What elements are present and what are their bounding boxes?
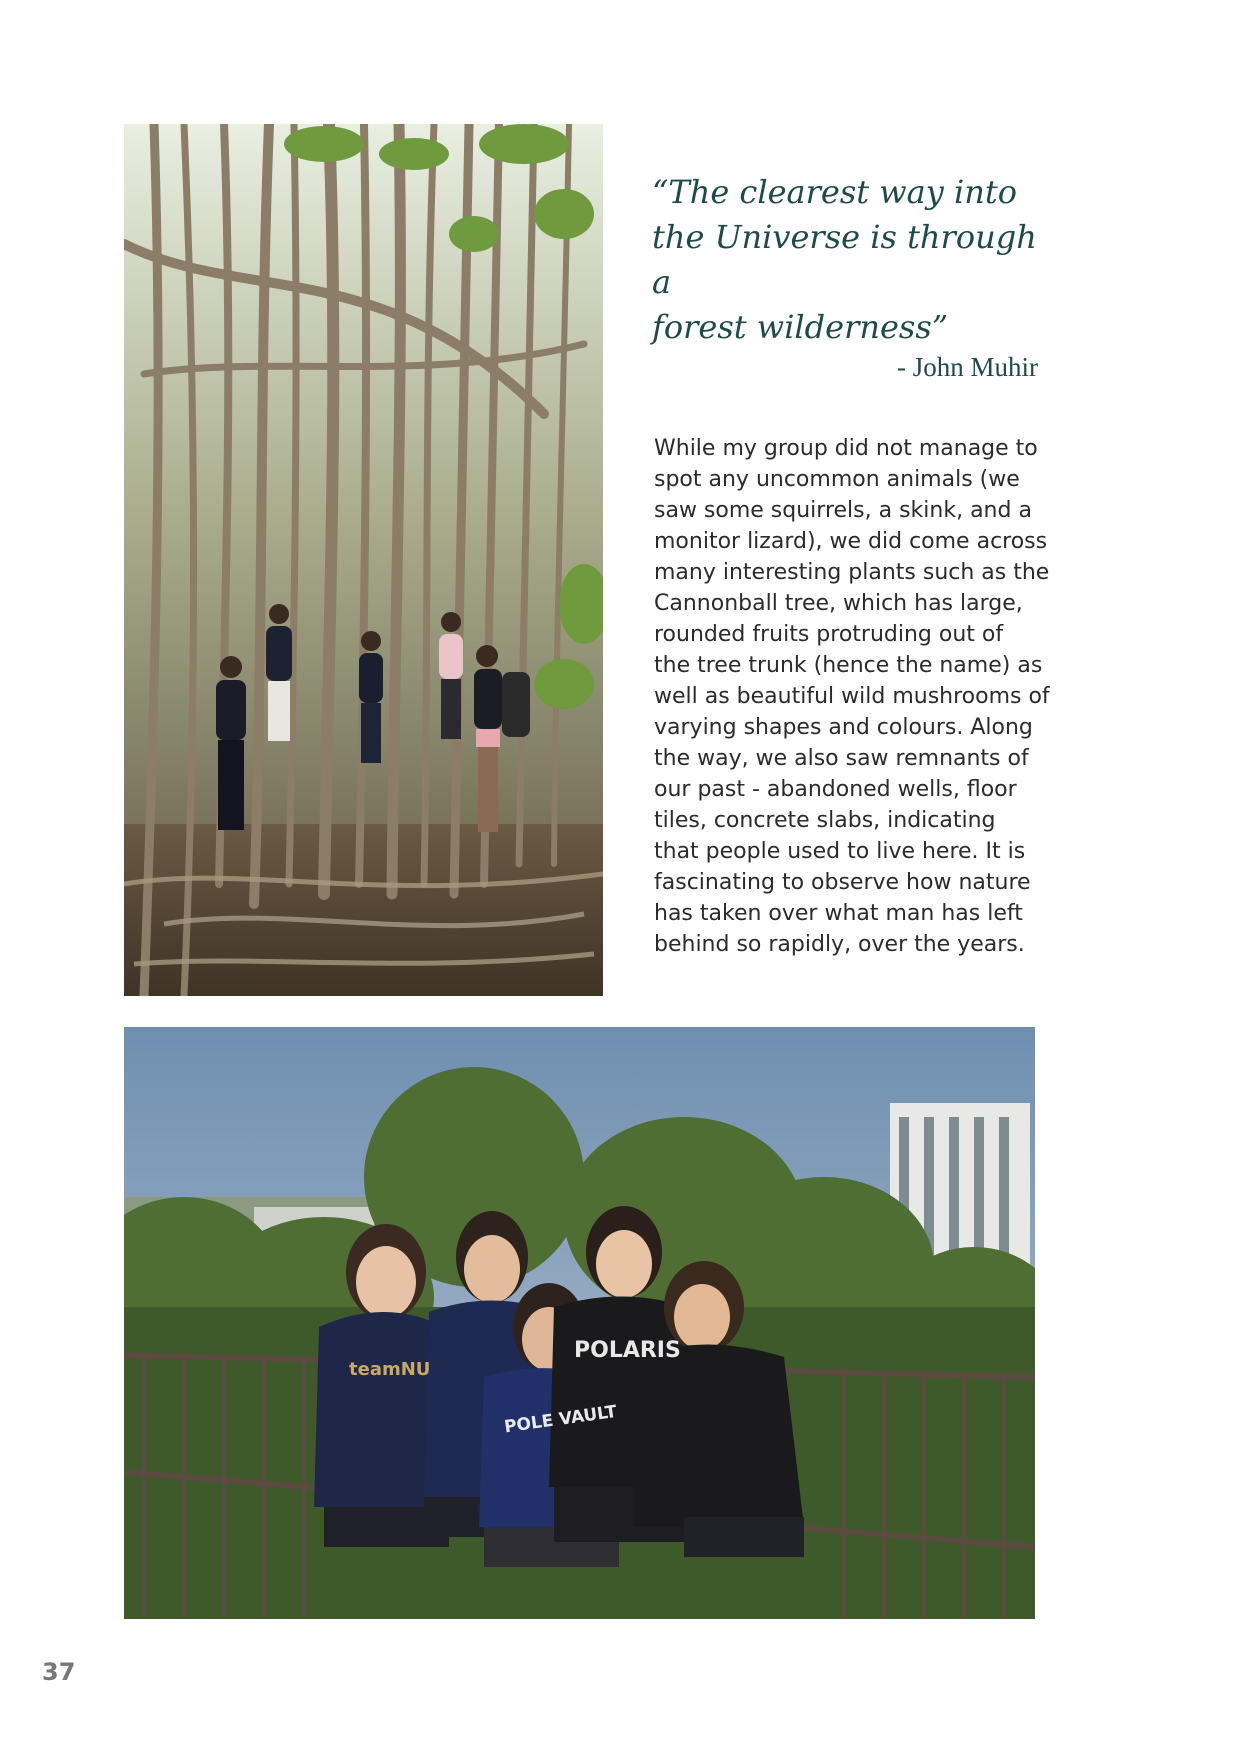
quote-block (652, 170, 1038, 383)
body-line: varying shapes and colours. Along (654, 715, 1033, 740)
body-line: behind so rapidly, over the years. (654, 932, 1025, 957)
group-photo (124, 1027, 1035, 1619)
body-line: tiles, concrete slabs, indicating (654, 808, 996, 833)
body-line: our past - abandoned wells, floor (654, 777, 1017, 802)
body-line: saw some squirrels, a skink, and a (654, 498, 1032, 523)
quote-text (652, 170, 1038, 350)
forest-hiking-photo (124, 124, 603, 996)
body-line: many interesting plants such as the (654, 560, 1050, 585)
body-line: spot any uncommon animals (we (654, 467, 1020, 492)
body-line: rounded fruits protruding out of (654, 622, 1004, 647)
body-line: Cannonball tree, which has large, (654, 591, 1023, 616)
body-line: has taken over what man has left (654, 901, 1023, 926)
page-number: 37 (42, 1658, 76, 1686)
shirt-print-vault: POLE VAULT (502, 1401, 619, 1438)
group-photo-illustration (124, 1027, 1035, 1619)
quote-author: - John Muhir (897, 352, 1038, 382)
body-line: monitor lizard), we did come across (654, 529, 1048, 554)
body-line: well as beautiful wild mushrooms of (654, 684, 1050, 709)
shirt-print-team: teamNU (349, 1359, 431, 1380)
body-paragraph (654, 433, 1054, 960)
forest-photo-illustration (124, 124, 603, 996)
quote-line: forest wilderness” (652, 308, 949, 346)
body-line: that people used to live here. It is (654, 839, 1026, 864)
body-line: the way, we also saw remnants of (654, 746, 1029, 771)
body-line: the tree trunk (hence the name) as (654, 653, 1043, 678)
body-line: While my group did not manage to (654, 436, 1038, 461)
body-line: fascinating to observe how nature (654, 870, 1031, 895)
shirt-print-polaris: POLARIS (574, 1338, 681, 1363)
quote-line: “The clearest way into (652, 173, 1017, 211)
quote-line: the Universe is through a (652, 218, 1037, 301)
